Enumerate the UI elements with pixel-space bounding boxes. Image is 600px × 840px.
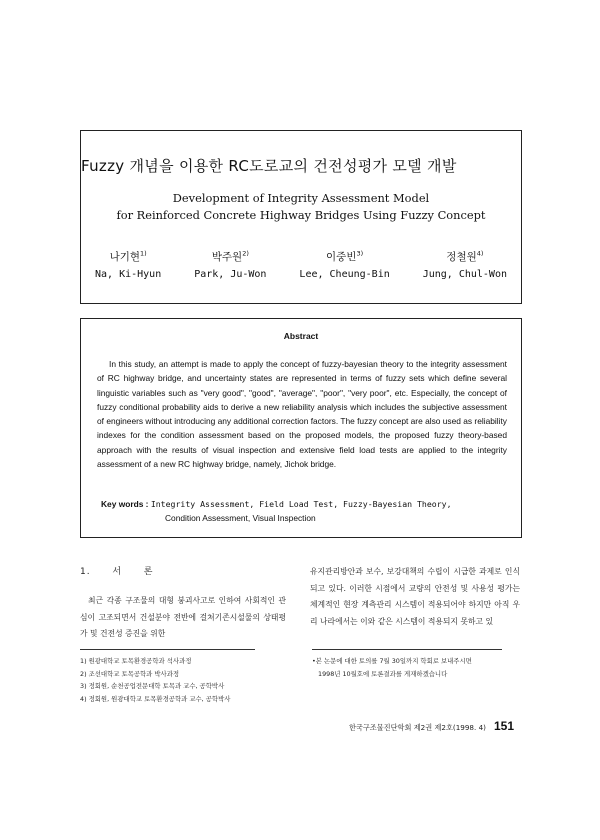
author-name-english: Jung, Chul-Won bbox=[422, 269, 507, 280]
keywords bbox=[101, 497, 509, 525]
section-title-part1: 서 bbox=[112, 567, 123, 577]
section-title-part2: 론 bbox=[143, 567, 154, 577]
journal-citation: 한국구조물진단학회 제2권 제2호(1998. 4) bbox=[348, 723, 486, 732]
author-footnote-mark: 1) bbox=[140, 249, 147, 258]
section-heading bbox=[80, 564, 286, 577]
footnote-divider-right bbox=[312, 649, 502, 650]
author-footnote-mark: 2) bbox=[242, 249, 249, 258]
footnote-item: 2) 조선대학교 토목공학과 박사과정 bbox=[80, 669, 180, 678]
right-column bbox=[310, 564, 520, 630]
paper-title-english-line2: for Reinforced Concrete Highway Bridges Using Fuzzy Concept bbox=[116, 208, 486, 222]
author-footnote-mark: 4) bbox=[476, 249, 484, 258]
paper-title-korean: Fuzzy 개념을 이용한 RC도로교의 건전성평가 모델 개발 bbox=[81, 157, 457, 175]
page-number: 151 bbox=[493, 719, 514, 733]
footnote-item: 1) 원광대학교 토목환경공학과 석사과정 bbox=[80, 657, 192, 665]
author-name-english: Na, Ki-Hyun bbox=[95, 269, 162, 280]
discussion-note-line2: 1998년 10월호에 토론결과를 게재하겠습니다 bbox=[318, 669, 448, 678]
author-name-korean: 이중빈 bbox=[326, 251, 357, 263]
author-name-english: Lee, Cheung-Bin bbox=[299, 269, 390, 280]
author-name-korean: 나기현 bbox=[109, 251, 140, 263]
abstract-block bbox=[80, 318, 522, 538]
intro-paragraph-left: 최근 각종 구조물의 대형 붕괴사고로 인하여 사회적인 관심이 고조되면서 건설분야 전반에 걸쳐기존시설물의 상태평가 및 건전성 증진을 위한 bbox=[80, 596, 286, 638]
section-number: 1. bbox=[80, 567, 91, 577]
author-footnote-mark: 3) bbox=[356, 249, 364, 258]
paper-title-english-line1: Development of Integrity Assessment Model bbox=[172, 191, 430, 205]
left-column bbox=[80, 564, 286, 643]
author-2 bbox=[194, 249, 266, 280]
keywords-line1: Integrity Assessment, Field Load Test, Fuzzy-Bayesian Theory, bbox=[150, 499, 452, 509]
author-name-english: Park, Ju-Won bbox=[194, 269, 267, 280]
discussion-note-line1: •본 논문에 대한 토의를 7월 30일까지 학회로 보내주시면 bbox=[312, 657, 472, 665]
footnote-item: 4) 정회원, 원광대학교 토목환경공학과 교수, 공학박사 bbox=[80, 694, 231, 703]
author-name-korean: 박주원 bbox=[211, 251, 243, 263]
footnote-divider-left bbox=[80, 649, 255, 650]
author-3 bbox=[299, 249, 389, 280]
page-footer bbox=[349, 719, 514, 733]
title-block bbox=[80, 130, 522, 304]
keywords-line2: Condition Assessment, Visual Inspection bbox=[165, 513, 316, 523]
footnote-item: 3) 정회원, 순천공업전문대학 토목과 교수, 공학박사 bbox=[80, 682, 225, 691]
author-affiliation-footnotes bbox=[80, 655, 300, 705]
abstract-heading: Abstract bbox=[283, 331, 319, 341]
intro-paragraph-right: 유지관리방안과 보수, 보강대책의 수립이 시급한 과제로 인식되고 있다. 이러한 시점에서 교량의 안전성 및 사용성 평가는 체계적인 현장 계측관리 시스템이 적용되어야 하지만 아직 우리 나라에서는 이와 같은 시스템이 적용되지 못하고 있 bbox=[310, 567, 520, 626]
author-list bbox=[95, 249, 507, 280]
author-name-korean: 정철원 bbox=[446, 251, 477, 263]
abstract-body: In this study, an attempt is made to apply the concept of fuzzy-bayesian theory to the integrity assessment of RC highway bridge, and uncertainty states are represented in terms of fuzzy sets which define several linguistic variables such as "very good", "good", "average", "poor", "very poor", etc. Especially, the concept of fuzzy conditional probability aids to derive a new reliability analysis which includes the subjective assessment of engineers without introducing any additional correction factors. The fuzzy concept are also used as reliability indexes for the condition assessment based on the proposed models, the proposed fuzzy theory-based approach with the results of visual inspection and extensive field load tests are applied to the integrity assessment of a new RC highway bridge, namely, Jichok bridge. bbox=[97, 359, 507, 470]
discussion-note bbox=[312, 655, 522, 680]
keywords-label: Key words : bbox=[101, 499, 149, 509]
author-4 bbox=[423, 249, 507, 280]
author-1 bbox=[95, 249, 161, 280]
